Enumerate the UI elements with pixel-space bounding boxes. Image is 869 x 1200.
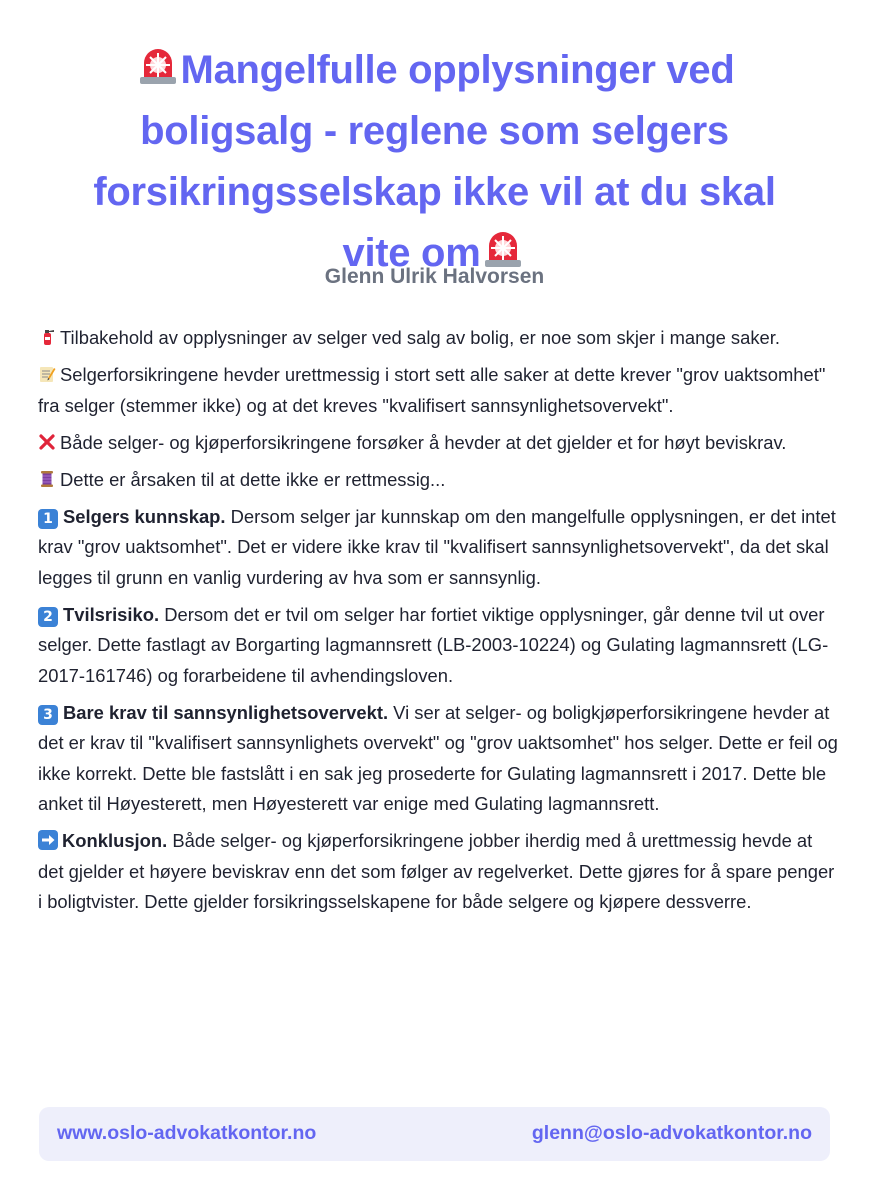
page-title	[30, 40, 839, 284]
paragraph-8: Konklusjon. Både selger- og kjøperforsikringene jobber iherdig med å urettmessig hevde at det gjelder et høyere beviskrav enn det som følger av regelverket. Dette gjøres for å spare penger i boligtvister. Dette gjelder forsikringsselskapene for både selgere og kjøpere dessverre.	[38, 830, 835, 912]
website-link[interactable]: www.oslo-advokatkontor.no	[57, 1122, 317, 1144]
right-arrow-icon	[38, 830, 58, 850]
title-line-3: forsikringsselskap ikke vil at du skal	[93, 170, 776, 214]
contact-footer	[39, 1107, 830, 1161]
title-line-1: Mangelfulle opplysninger ved	[30, 40, 839, 101]
paragraph-6-heading: Tvilsrisiko.	[63, 603, 160, 625]
rotating-light-icon	[136, 43, 180, 85]
paragraph-5: 1 Selgers kunnskap. Dersom selger jar kunnskap om den mangelfulle opplysningen, er det intet krav "grov uaktsomhet". Det er videre ikke krav til "kvalifisert sannsynlighetsovervekt", da det skal legges til grunn en vanlig vurdering av hva som er sannsynlig.	[38, 505, 836, 588]
thread-icon	[38, 470, 56, 488]
email-link[interactable]: glenn@oslo-advokatkontor.no	[531, 1122, 812, 1144]
cross-mark-icon	[38, 433, 56, 451]
rotating-light-icon	[481, 226, 525, 268]
paragraph-5-heading: Selgers kunnskap.	[63, 505, 226, 527]
title-line-4: vite om	[30, 223, 839, 284]
paragraph-2: Selgerforsikringene hevder urettmessig i stort sett alle saker at dette krever "grov uaktsomhet" fra selger (stemmer ikke) og at det kreves "kvalifisert sannsynlighetsovervekt".	[38, 364, 826, 416]
memo-icon	[38, 365, 56, 383]
title-line-2: boligsalg - reglene som selgers	[140, 109, 729, 153]
article-body	[38, 323, 838, 924]
fire-extinguisher-icon	[38, 328, 56, 346]
paragraph-7: 3 Bare krav til sannsynlighetsovervekt. Vi ser at selger- og boligkjøperforsikringene hevder at det er krav til "kvalifisert sannsynlighets overvekt" og "grov uaktsomhet" hos selger. Dette er feil og ikke korrekt. Dette ble fastslått i en sak jeg prosederte for Gulating lagmannsrett i 2017. Dette ble anket til Høyesterett, men Høyesterett var enige med Gulating lagmannsrett.	[38, 701, 838, 814]
paragraph-6: 2 Tvilsrisiko. Dersom det er tvil om selger har fortiet viktige opplysninger, går denne tvil ut over selger. Dette fastlagt av Borgarting lagmannsrett (LB-2003-10224) og Gulating lagmannsrett (LG-2017-161746) og forarbeidene til avhendingsloven.	[38, 603, 829, 686]
paragraph-7-heading: Bare krav til sannsynlighetsovervekt.	[63, 701, 389, 723]
keycap-2-icon: 2	[38, 607, 58, 627]
paragraph-3: Både selger- og kjøperforsikringene forsøker å hevder at det gjelder et for høyt beviskrav.	[38, 428, 838, 459]
keycap-1-icon: 1	[38, 509, 58, 529]
paragraph-8-heading: Konklusjon.	[62, 830, 168, 851]
keycap-3-icon: 3	[38, 705, 58, 725]
paragraph-1: Tilbakehold av opplysninger av selger ved salg av bolig, er noe som skjer i mange saker.	[38, 323, 838, 354]
paragraph-4: Dette er årsaken til at dette ikke er rettmessig...	[38, 465, 838, 496]
author-name: Glenn Ulrik Halvorsen	[324, 265, 545, 288]
